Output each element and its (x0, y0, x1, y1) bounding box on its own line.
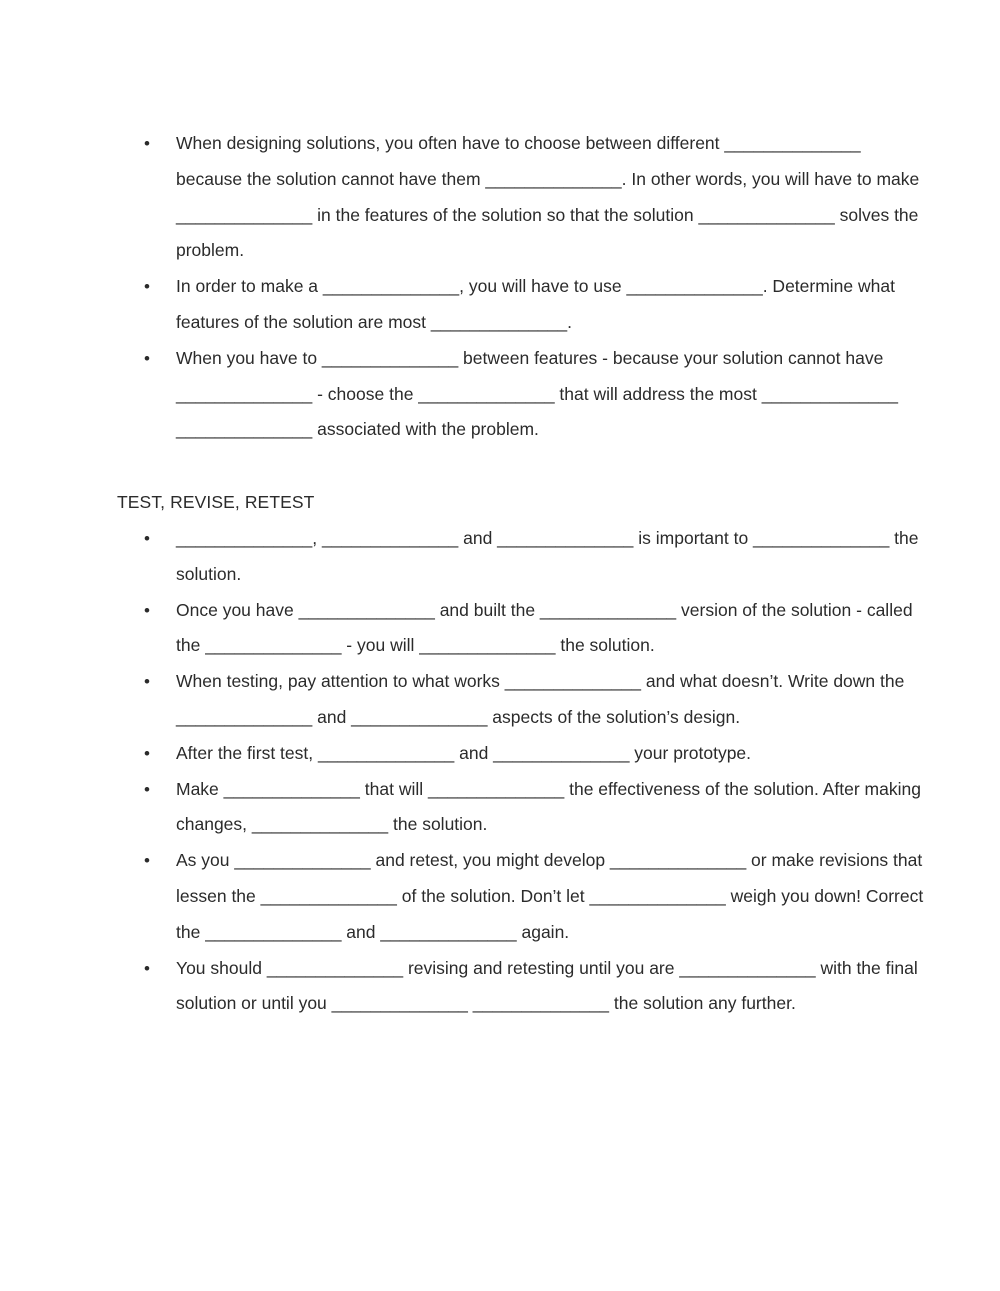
bullet-icon: • (144, 743, 150, 763)
bullet-icon: • (144, 134, 150, 153)
test-revise-retest-list (0, 521, 1000, 1022)
fill-in-sentence: Once you have ______________ and built the ______________ version of the solution - called the ______________ - you will ______________ the solution. (176, 599, 913, 656)
bullet-icon: • (144, 851, 150, 871)
fill-in-sentence: ______________, ______________ and ______________ is important to ______________ the solution. (176, 528, 919, 584)
fill-in-sentence: In order to make a ______________, you will have to use ______________. Determine what features of the solution are most ______________. (176, 276, 895, 332)
list-item (0, 843, 1000, 950)
list-item (0, 269, 1000, 341)
fill-in-sentence: Make ______________ that will ______________ the effectiveness of the solution. After making changes, ______________ the solution. (176, 778, 921, 835)
bullet-icon: • (144, 779, 150, 799)
list-item (0, 341, 1000, 448)
fill-in-sentence: As you ______________ and retest, you might develop ______________ or make revisions that lessen the ______________ of the solution. Don’t let ______________ weigh you down! Correct the ______________ and ______________ again. (176, 850, 924, 942)
list-item (0, 521, 1000, 593)
bullet-icon: • (144, 348, 150, 368)
bullet-icon: • (144, 529, 150, 548)
list-item (0, 593, 1000, 665)
list-item (0, 664, 1000, 736)
bullet-icon: • (144, 600, 150, 620)
fill-in-sentence: You should ______________ revising and retesting until you are ______________ with the final solution or until you ______________ ______________ the solution any further. (176, 957, 918, 1014)
design-tradeoffs-list (0, 126, 1000, 448)
list-item (0, 736, 1000, 772)
fill-in-sentence: When designing solutions, you often have to choose between different ______________ because the solution cannot have them ______________. In other words, you will have to make ______________ in the features of the solution so that the solution ______________ solves the problem. (176, 133, 920, 261)
section-heading: TEST, REVISE, RETEST (117, 492, 315, 512)
bullet-icon: • (144, 958, 150, 978)
fill-in-sentence: When testing, pay attention to what works ______________ and what doesn’t. Write down the ______________ and ______________ aspects of the solution’s design. (176, 671, 905, 727)
list-item (0, 772, 1000, 844)
bullet-icon: • (144, 672, 150, 692)
list-item (0, 126, 1000, 269)
fill-in-sentence: After the first test, ______________ and ______________ your prototype. (176, 742, 752, 763)
list-item (0, 951, 1000, 1023)
bullet-icon: • (144, 277, 150, 297)
fill-in-sentence: When you have to ______________ between features - because your solution cannot have ______________ - choose the ______________ that will address the most ______________ ______________ associated with the problem. (176, 347, 898, 440)
